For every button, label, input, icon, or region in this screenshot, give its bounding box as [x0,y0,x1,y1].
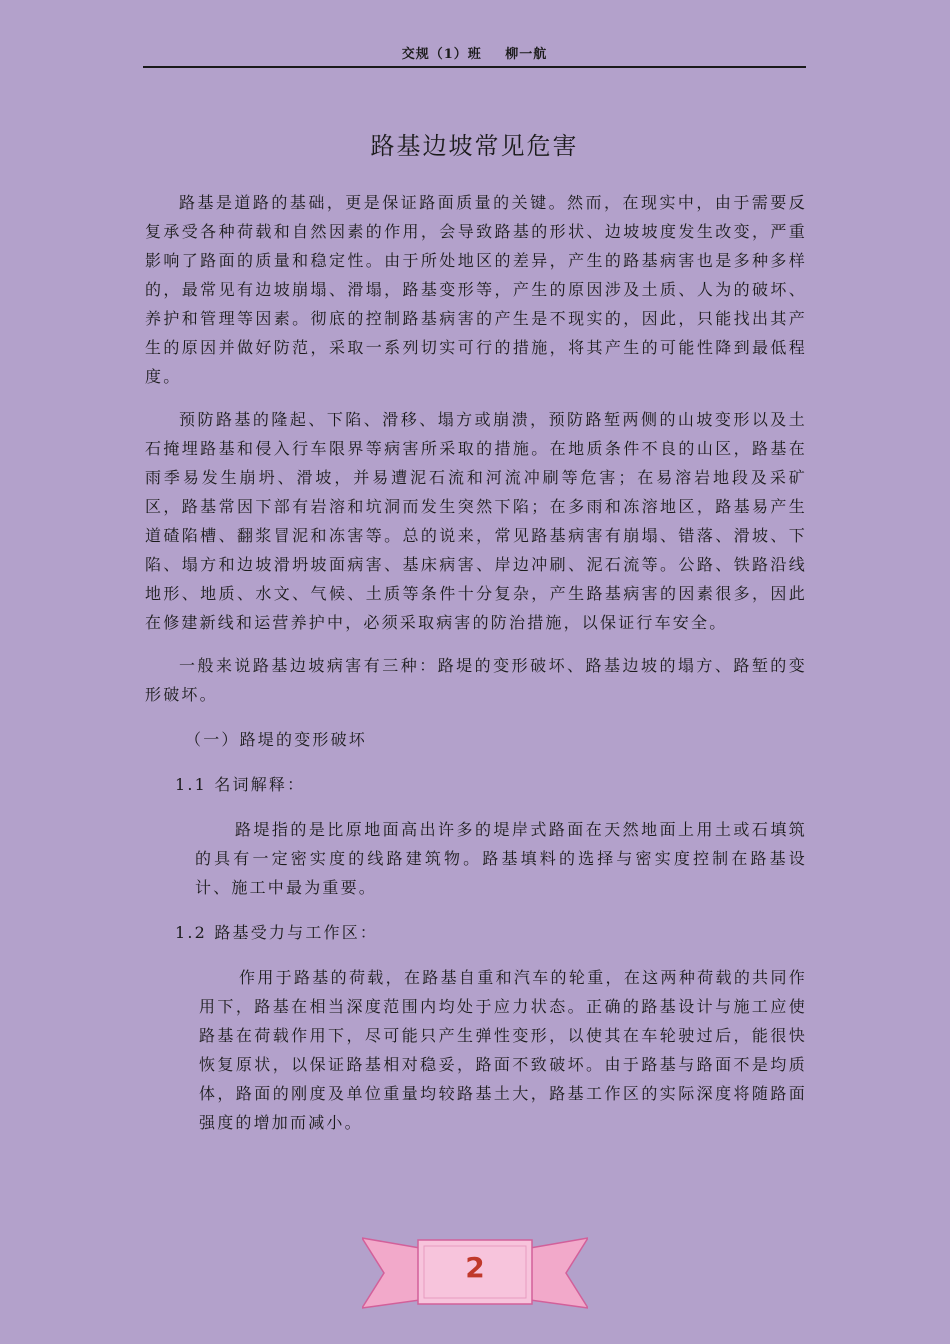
subsection-heading-definition: 1.1 名词解释： [175,775,306,794]
paragraph-types: 一般来说路基边坡病害有三种：路堤的变形破坏、路基边坡的塌方、路堑的变形破坏。 [145,656,807,704]
document-body [145,188,807,1137]
paragraph-definition: 路堤指的是比原地面高出许多的堤岸式路面在天然地面上用土或石填筑的具有一定密实度的线路建筑物。路基填料的选择与密实度控制在路基设计、施工中最为重要。 [195,820,807,897]
page-header [143,44,806,68]
header-class-name: 交规（1）班 [401,47,482,62]
paragraph-prevention: 预防路基的隆起、下陷、滑移、塌方或崩溃，预防路堑两侧的山坡变形以及土石掩埋路基和侵入行车限界等病害所采取的措施。在地质条件不良的山区，路基在雨季易发生崩坍、滑坡，并易遭泥石流和河流冲刷等危害；在易溶岩地段及采矿区，路基常因下部有岩溶和坑洞而发生突然下陷；在多雨和冻溶地区，路基易产生道碴陷槽、翻浆冒泥和冻害等。总的说来，常见路基病害有崩塌、错落、滑坡、下陷、塌方和边坡滑坍坡面病害、基床病害、岸边冲刷、泥石流等。公路、铁路沿线地形、地质、水文、气候、土质等条件十分复杂，产生路基病害的因素很多，因此在修建新线和运营养护中，必须采取病害的防治措施，以保证行车安全。 [145,410,807,632]
document-title: 路基边坡常见危害 [370,132,579,160]
paragraph-load: 作用于路基的荷载，在路基自重和汽车的轮重，在这两种荷载的共同作用下，路基在相当深度范围内均处于应力状态。正确的路基设计与施工应使路基在荷载作用下，尽可能只产生弹性变形，以使其在车轮驶过后，能很快恢复原状，以保证路基相对稳妥，路面不致破坏。由于路基与路面不是均质体，路面的刚度及单位重量均较路基土大，路基工作区的实际深度将随路面强度的增加而减小。 [199,968,807,1132]
subsection-heading-load: 1.2 路基受力与工作区： [175,923,379,942]
page-number-ribbon [362,1230,588,1316]
section-heading-embankment: （一）路堤的变形破坏 [185,730,368,749]
paragraph-intro: 路基是道路的基础，更是保证路面质量的关键。然而，在现实中，由于需要反复承受各种荷载和自然因素的作用，会导致路基的形状、边坡坡度发生改变，严重影响了路面的质量和稳定性。由于所处地区的差异，产生的路基病害也是多种多样的，最常见有边坡崩塌、滑塌，路基变形等，产生的原因涉及土质、人为的破坏、养护和管理等因素。彻底的控制路基病害的产生是不现实的，因此，只能找出其产生的原因并做好防范，采取一系列切实可行的措施，将其产生的可能性降到最低程度。 [145,193,807,386]
header-author: 柳一航 [505,47,548,62]
page-number: 2 [465,1251,485,1284]
